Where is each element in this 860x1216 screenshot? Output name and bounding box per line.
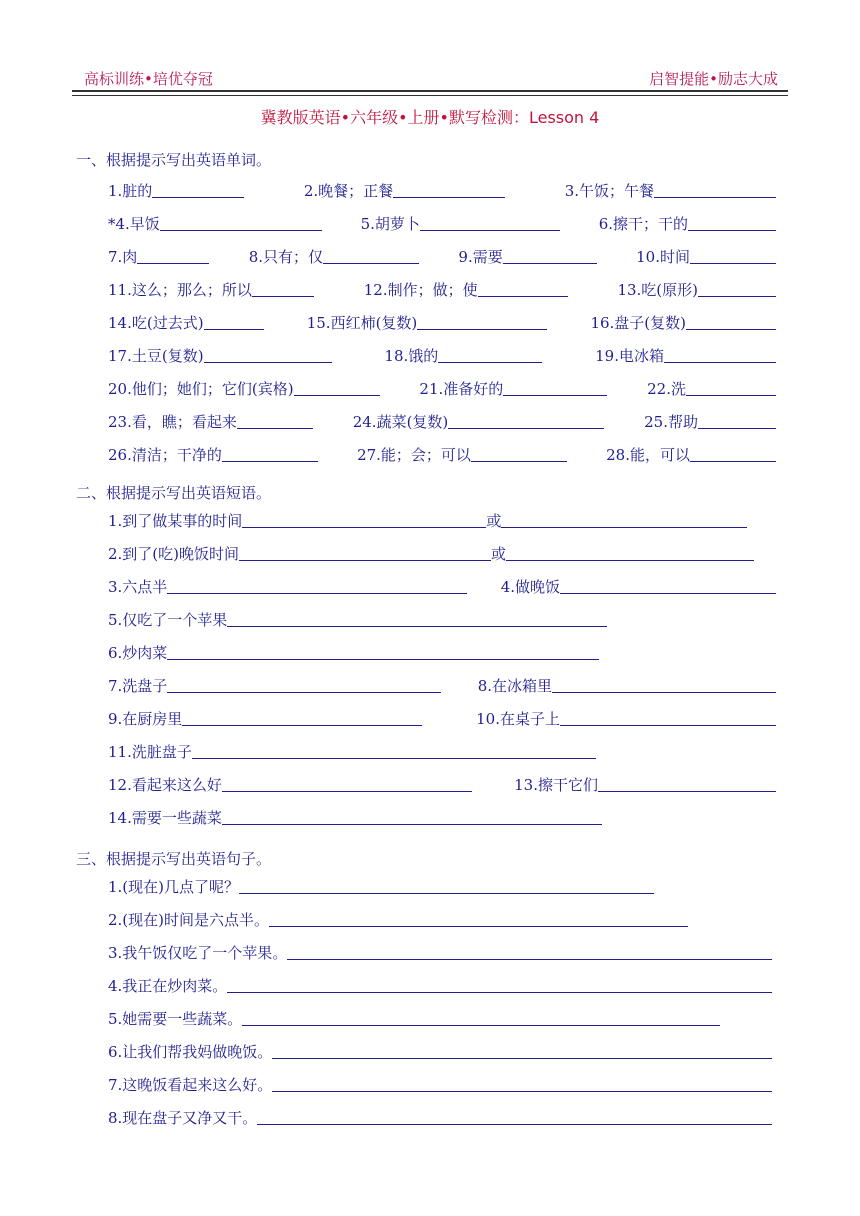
sentence-prompt: 5.她需要一些蔬菜。 [108,1010,243,1028]
word-prompt: *4.早饭 [108,215,160,233]
word-item [304,180,505,201]
sentence-row [108,972,772,996]
answer-blank[interactable] [239,544,491,561]
answer-blank[interactable] [257,1108,772,1125]
word-row [108,309,776,333]
word-prompt: 15.西红柿(复数) [306,314,418,332]
phrase-prompt: 2.到了(吃)晚饭时间 [108,545,240,563]
page-title: 冀教版英语•六年级•上册•默写检测：Lesson 4 [260,108,600,127]
word-item [357,444,567,465]
header-rule-thin [72,95,788,96]
word-item [595,345,776,366]
sentence-item [108,1008,720,1029]
answer-blank[interactable] [237,412,313,429]
header-right-slogan: 启智提能•励志大成 [649,70,778,88]
word-prompt: 20.他们；她们；它们(宾格) [108,380,294,398]
phrase-prompt: 13.擦干它们 [514,776,598,794]
sentence-item [108,1107,772,1128]
section-1-heading: 一、根据提示写出英语单词。 [76,151,272,169]
word-row [108,342,776,366]
word-item [249,246,419,267]
word-item [361,213,560,234]
word-item [458,246,596,267]
sentence-prompt: 8.现在盘子又净又干。 [108,1109,258,1127]
phrase-prompt: 6.炒肉菜 [108,644,168,662]
phrase-item [108,642,599,663]
answer-blank[interactable] [252,280,314,297]
word-item [636,246,776,267]
word-prompt: 18.饿的 [384,347,439,365]
word-prompt: 14.吃(过去式) [108,314,204,332]
phrase-item [108,741,596,762]
phrase-row [108,540,776,564]
word-prompt: 27.能；会；可以 [357,446,471,464]
sentence-prompt: 3.我午饭仅吃了一个苹果。 [108,944,288,962]
answer-blank[interactable] [598,775,776,792]
phrase-prompt: 10.在桌子上 [476,710,560,728]
phrase-item [476,708,776,729]
sentence-row [108,906,688,930]
word-item [108,378,380,399]
answer-blank[interactable] [503,379,607,396]
answer-blank[interactable] [227,976,772,993]
word-item [108,246,209,267]
sentence-row [108,939,772,963]
phrase-item [108,609,607,630]
answer-blank[interactable] [438,346,542,363]
word-prompt: 13.吃(原形) [617,281,698,299]
phrase-item [108,675,441,696]
sentence-prompt: 6.让我们帮我妈做晚饭。 [108,1043,273,1061]
word-item [419,378,607,399]
word-item [108,213,322,234]
answer-blank[interactable] [506,544,754,561]
sentence-row [108,1005,720,1029]
answer-blank[interactable] [393,181,505,198]
phrase-row [108,639,776,663]
word-row [108,375,776,399]
answer-blank[interactable] [417,313,547,330]
answer-blank[interactable] [552,676,776,693]
phrase-prompt: 9.在厨房里 [108,710,183,728]
word-prompt: 7.肉 [108,248,138,266]
sentence-item [108,909,688,930]
word-item [108,444,318,465]
word-item [108,345,332,366]
word-prompt: 24.蔬菜(复数) [352,413,449,431]
word-item [108,279,314,300]
answer-blank[interactable] [160,214,322,231]
section-2-heading: 二、根据提示写出英语短语。 [76,484,272,502]
phrase-row [108,705,776,729]
answer-blank[interactable] [698,280,776,297]
answer-blank[interactable] [269,910,688,927]
word-item [384,345,542,366]
word-prompt: 6.擦干；干的 [598,215,688,233]
answer-blank[interactable] [272,1075,772,1092]
sentence-row [108,873,654,897]
or-connector: 或 [491,545,507,563]
phrase-row [108,771,776,795]
word-prompt: 9.需要 [458,248,503,266]
word-prompt: 23.看，瞧；看起来 [108,413,237,431]
answer-blank[interactable] [654,181,776,198]
answer-blank[interactable] [167,643,599,660]
phrase-item [108,576,467,597]
phrase-item [514,774,776,795]
answer-blank[interactable] [204,346,332,363]
phrase-item [478,675,776,696]
sentence-item [108,876,654,897]
answer-blank[interactable] [182,709,422,726]
phrase-row [108,507,776,531]
word-prompt: 10.时间 [636,248,690,266]
word-row [108,177,776,201]
sentence-row [108,1104,772,1128]
answer-blank[interactable] [698,412,776,429]
word-item [565,180,776,201]
sentence-prompt: 1.(现在)几点了呢？ [108,878,240,896]
word-prompt: 1.脏的 [108,182,153,200]
word-prompt: 12.制作；做；使 [363,281,478,299]
word-prompt: 17.土豆(复数) [108,347,204,365]
sentence-item [108,1041,772,1062]
sentence-prompt: 2.(现在)时间是六点半。 [108,911,270,929]
answer-blank[interactable] [222,808,602,825]
sentence-item [108,942,772,963]
word-item [364,279,568,300]
word-item [590,312,776,333]
answer-blank[interactable] [227,610,607,627]
sentence-prompt: 7.这晚饭看起来这么好。 [108,1076,273,1094]
word-prompt: 22.洗 [647,380,686,398]
answer-blank[interactable] [239,877,654,894]
answer-blank[interactable] [503,247,597,264]
answer-blank[interactable] [167,577,467,594]
word-item [647,378,776,399]
answer-blank[interactable] [323,247,419,264]
phrase-item [108,807,602,828]
phrase-item [108,510,747,531]
answer-blank[interactable] [287,943,772,960]
answer-blank[interactable] [420,214,560,231]
phrase-prompt: 4.做晚饭 [500,578,560,596]
or-connector: 或 [486,512,502,530]
answer-blank[interactable] [560,709,776,726]
word-item [353,411,605,432]
word-row [108,441,776,465]
phrase-row [108,606,776,630]
answer-blank[interactable] [686,379,776,396]
answer-blank[interactable] [471,445,567,462]
answer-blank[interactable] [167,676,441,693]
phrase-item [108,543,754,564]
word-row [108,243,776,267]
word-prompt: 3.午饭；午餐 [564,182,654,200]
sentence-prompt: 4.我正在炒肉菜。 [108,977,228,995]
phrase-item [108,708,422,729]
phrase-item [501,576,776,597]
header-left-slogan: 高标训练•培优夺冠 [84,70,213,88]
phrase-prompt: 1.到了做某事的时间 [108,512,243,530]
phrase-row [108,672,776,696]
phrase-prompt: 11.洗脏盘子 [108,743,192,761]
answer-blank[interactable] [192,742,596,759]
answer-blank[interactable] [242,511,486,528]
answer-blank[interactable] [448,412,604,429]
phrase-prompt: 3.六点半 [108,578,168,596]
word-item [108,411,313,432]
answer-blank[interactable] [664,346,776,363]
answer-blank[interactable] [272,1042,772,1059]
phrase-item [108,774,472,795]
answer-blank[interactable] [690,247,776,264]
word-item [644,411,776,432]
phrase-row [108,804,776,828]
answer-blank[interactable] [152,181,244,198]
word-row [108,276,776,300]
word-prompt: 8.只有；仅 [248,248,324,266]
word-prompt: 11.这么；那么；所以 [108,281,252,299]
word-item [108,180,244,201]
section-3-heading: 三、根据提示写出英语句子。 [76,850,272,868]
word-row [108,210,776,234]
answer-blank[interactable] [688,214,776,231]
answer-blank[interactable] [137,247,209,264]
phrase-prompt: 12.看起来这么好 [108,776,222,794]
answer-blank[interactable] [242,1009,720,1026]
word-item [617,279,776,300]
word-item [307,312,548,333]
answer-blank[interactable] [690,445,776,462]
answer-blank[interactable] [478,280,568,297]
word-prompt: 21.准备好的 [419,380,504,398]
phrase-prompt: 14.需要一些蔬菜 [108,809,222,827]
header-rule-thick [72,90,788,92]
sentence-row [108,1071,772,1095]
answer-blank[interactable] [686,313,776,330]
word-prompt: 25.帮助 [644,413,698,431]
answer-blank[interactable] [560,577,776,594]
phrase-prompt: 8.在冰箱里 [477,677,552,695]
word-prompt: 26.清洁；干净的 [108,446,222,464]
word-prompt: 16.盘子(复数) [590,314,686,332]
word-item [599,213,776,234]
answer-blank[interactable] [222,445,318,462]
phrase-row [108,573,776,597]
answer-blank[interactable] [501,511,747,528]
word-prompt: 2.晚餐；正餐 [303,182,394,200]
phrase-prompt: 7.洗盘子 [108,677,168,695]
word-prompt: 19.电冰箱 [595,347,664,365]
word-item [606,444,776,465]
phrase-prompt: 5.仅吃了一个苹果 [108,611,228,629]
answer-blank[interactable] [222,775,472,792]
sentence-item [108,975,772,996]
word-row [108,408,776,432]
word-prompt: 5.胡萝卜 [360,215,420,233]
phrase-row [108,738,776,762]
answer-blank[interactable] [204,313,264,330]
sentence-row [108,1038,772,1062]
sentence-item [108,1074,772,1095]
word-prompt: 28.能，可以 [606,446,690,464]
word-item [108,312,264,333]
answer-blank[interactable] [294,379,380,396]
